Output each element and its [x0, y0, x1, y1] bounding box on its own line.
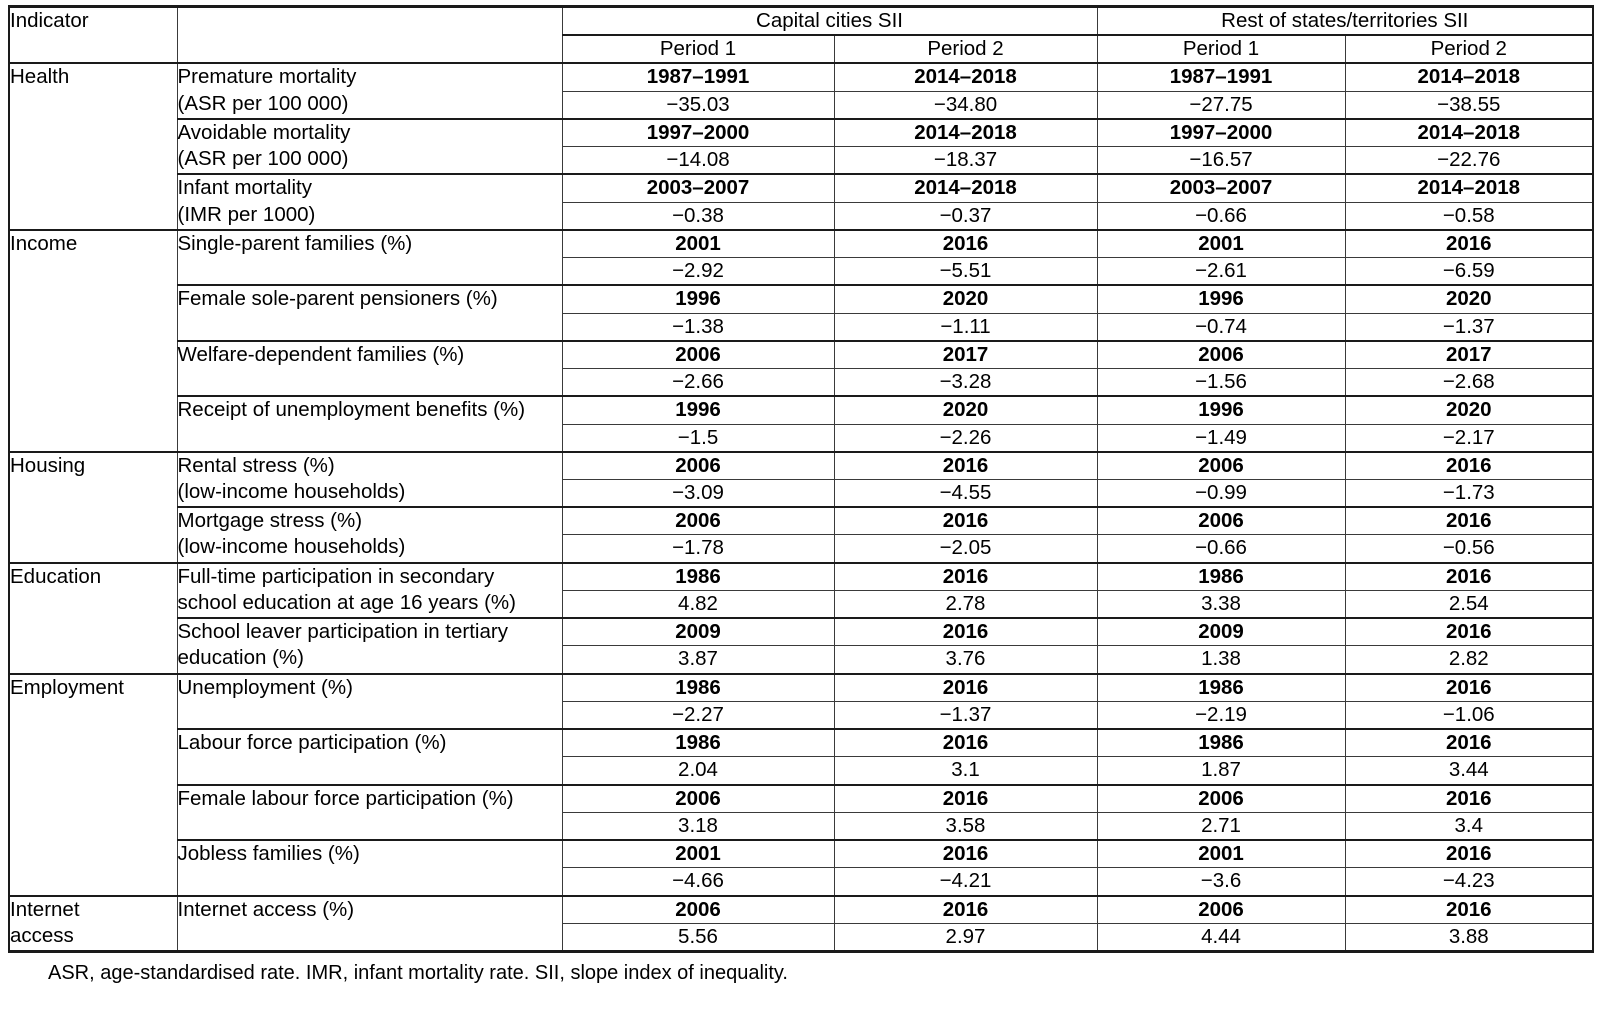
period-year-cell: 2006 — [1097, 507, 1345, 535]
category-cell: Housing — [9, 452, 177, 563]
indicator-name-cell — [177, 785, 562, 840]
category-cell: Income — [9, 230, 177, 452]
period-year-cell: 2001 — [1097, 230, 1345, 258]
period-year-cell: 2016 — [834, 674, 1097, 702]
table-row — [9, 785, 1593, 813]
sii-value-cell: −0.58 — [1345, 202, 1593, 230]
table-row — [9, 174, 1593, 202]
table-row — [9, 119, 1593, 147]
period-year-cell: 2016 — [1345, 674, 1593, 702]
indicator-name-cell — [177, 452, 562, 507]
indicator-name-cell — [177, 618, 562, 673]
sii-value-cell: 2.78 — [834, 590, 1097, 618]
category-label-line1: Internet — [10, 897, 80, 921]
indicator-name-line1: Female labour force participation (%) — [177, 786, 514, 810]
period-year-cell: 2014–2018 — [1345, 119, 1593, 147]
period-year-cell: 1997–2000 — [562, 119, 834, 147]
sii-value-cell: −2.05 — [834, 535, 1097, 563]
indicator-name-line1: Avoidable mortality — [177, 120, 351, 144]
sii-value-cell: 3.88 — [1345, 923, 1593, 951]
indicator-name-line2: (ASR per 100 000) — [177, 91, 349, 115]
sii-value-cell: 1.38 — [1097, 646, 1345, 674]
indicator-name-line1: Internet access (%) — [177, 897, 355, 921]
period-year-cell: 2006 — [1097, 896, 1345, 924]
sii-value-cell: −3.28 — [834, 369, 1097, 397]
period-year-cell: 2006 — [562, 785, 834, 813]
sii-value-cell: −18.37 — [834, 147, 1097, 175]
sii-value-cell: −2.19 — [1097, 701, 1345, 729]
period-year-cell: 1986 — [1097, 729, 1345, 757]
sii-value-cell: −0.56 — [1345, 535, 1593, 563]
period-year-cell: 2020 — [834, 396, 1097, 424]
period-year-cell: 1996 — [562, 285, 834, 313]
sii-value-cell: −1.56 — [1097, 369, 1345, 397]
period-year-cell: 2017 — [834, 341, 1097, 369]
header-group-rest-of-states: Rest of states/territories SII — [1097, 7, 1593, 36]
category-label-line2: access — [10, 923, 74, 947]
sii-value-cell: 3.4 — [1345, 812, 1593, 840]
table-row — [9, 285, 1593, 313]
table-head — [9, 7, 1593, 64]
period-year-cell: 2020 — [834, 285, 1097, 313]
header-indicator: Indicator — [9, 7, 177, 64]
period-year-cell: 2006 — [1097, 452, 1345, 480]
period-year-cell: 2016 — [1345, 618, 1593, 646]
sii-value-cell: −14.08 — [562, 147, 834, 175]
sii-value-cell: −1.73 — [1345, 479, 1593, 507]
header-indicator-name-blank — [177, 7, 562, 64]
sii-value-cell: 2.82 — [1345, 646, 1593, 674]
indicator-name-line1: Premature mortality — [177, 65, 357, 89]
header-period-rest-2: Period 2 — [1345, 35, 1593, 63]
indicator-name-line1: Receipt of unemployment benefits (%) — [177, 398, 526, 422]
indicator-name-line1: Unemployment (%) — [177, 675, 353, 699]
sii-value-cell: 3.18 — [562, 812, 834, 840]
header-period-rest-1: Period 1 — [1097, 35, 1345, 63]
indicator-name-cell — [177, 674, 562, 729]
period-year-cell: 2016 — [1345, 563, 1593, 591]
indicator-name-cell — [177, 396, 562, 451]
period-year-cell: 1996 — [562, 396, 834, 424]
sii-value-cell: 1.87 — [1097, 757, 1345, 785]
sii-value-cell: −0.99 — [1097, 479, 1345, 507]
period-year-cell: 2020 — [1345, 285, 1593, 313]
indicator-name-line2: (low-income households) — [177, 535, 406, 559]
period-year-cell: 2016 — [1345, 729, 1593, 757]
period-year-cell: 2006 — [562, 896, 834, 924]
indicator-name-cell — [177, 729, 562, 784]
sii-value-cell: −0.66 — [1097, 202, 1345, 230]
table-row — [9, 63, 1593, 91]
period-year-cell: 2017 — [1345, 341, 1593, 369]
period-year-cell: 2009 — [1097, 618, 1345, 646]
sii-value-cell: −1.06 — [1345, 701, 1593, 729]
table-row — [9, 729, 1593, 757]
indicator-name-line1: School leaver participation in tertiary — [177, 620, 508, 644]
indicator-name-cell — [177, 285, 562, 340]
period-year-cell: 1986 — [562, 674, 834, 702]
sii-value-cell: 3.44 — [1345, 757, 1593, 785]
period-year-cell: 2003–2007 — [1097, 174, 1345, 202]
sii-value-cell: −2.61 — [1097, 258, 1345, 286]
period-year-cell: 2016 — [1345, 452, 1593, 480]
period-year-cell: 1986 — [1097, 674, 1345, 702]
period-year-cell: 2016 — [834, 785, 1097, 813]
sii-value-cell: −4.23 — [1345, 868, 1593, 896]
sii-value-cell: 2.54 — [1345, 590, 1593, 618]
sii-value-cell: −0.66 — [1097, 535, 1345, 563]
period-year-cell: 2016 — [834, 507, 1097, 535]
sii-value-cell: 2.71 — [1097, 812, 1345, 840]
header-row-groups — [9, 7, 1593, 36]
sii-value-cell: −35.03 — [562, 91, 834, 119]
indicator-name-line2: (IMR per 1000) — [177, 202, 316, 226]
indicator-name-cell — [177, 840, 562, 895]
sii-value-cell: −0.37 — [834, 202, 1097, 230]
sii-value-cell: −3.09 — [562, 479, 834, 507]
period-year-cell: 1986 — [562, 729, 834, 757]
period-year-cell: 1997–2000 — [1097, 119, 1345, 147]
table-row — [9, 896, 1593, 924]
indicator-name-line1: Jobless families (%) — [177, 842, 360, 866]
table-row — [9, 507, 1593, 535]
sii-value-cell: −2.17 — [1345, 424, 1593, 452]
sii-value-cell: −1.49 — [1097, 424, 1345, 452]
period-year-cell: 1987–1991 — [562, 63, 834, 91]
sii-value-cell: −4.21 — [834, 868, 1097, 896]
indicator-name-line1: Rental stress (%) — [177, 453, 335, 477]
period-year-cell: 2006 — [562, 341, 834, 369]
period-year-cell: 2014–2018 — [834, 63, 1097, 91]
period-year-cell: 2016 — [834, 840, 1097, 868]
sii-value-cell: −1.78 — [562, 535, 834, 563]
header-period-capital-2: Period 2 — [834, 35, 1097, 63]
sii-value-cell: −27.75 — [1097, 91, 1345, 119]
sii-value-cell: −5.51 — [834, 258, 1097, 286]
table-row — [9, 563, 1593, 591]
sii-value-cell: −38.55 — [1345, 91, 1593, 119]
sii-value-cell: −1.11 — [834, 313, 1097, 341]
period-year-cell: 2020 — [1345, 396, 1593, 424]
sii-value-cell: 3.1 — [834, 757, 1097, 785]
period-year-cell: 2016 — [1345, 230, 1593, 258]
indicator-name-cell — [177, 341, 562, 396]
sii-value-cell: −4.55 — [834, 479, 1097, 507]
sii-value-cell: −1.37 — [1345, 313, 1593, 341]
indicator-name-cell — [177, 896, 562, 952]
table-row — [9, 674, 1593, 702]
table-row — [9, 840, 1593, 868]
sii-value-cell: −16.57 — [1097, 147, 1345, 175]
indicator-name-line2: (ASR per 100 000) — [177, 147, 349, 171]
period-year-cell: 2016 — [1345, 785, 1593, 813]
indicator-name-line2: (low-income households) — [177, 479, 406, 503]
sii-value-cell: −0.74 — [1097, 313, 1345, 341]
sii-value-cell: 2.04 — [562, 757, 834, 785]
header-group-capital-cities: Capital cities SII — [562, 7, 1097, 36]
sii-value-cell: −22.76 — [1345, 147, 1593, 175]
indicator-name-line1: Full-time participation in secondary — [177, 564, 495, 588]
sii-value-cell: 3.76 — [834, 646, 1097, 674]
sii-value-cell: −2.27 — [562, 701, 834, 729]
period-year-cell: 1996 — [1097, 285, 1345, 313]
period-year-cell: 2014–2018 — [1345, 174, 1593, 202]
sii-value-cell: −1.5 — [562, 424, 834, 452]
period-year-cell: 2016 — [834, 452, 1097, 480]
indicator-name-cell — [177, 174, 562, 229]
period-year-cell: 2016 — [834, 896, 1097, 924]
indicator-name-line1: Welfare-dependent families (%) — [177, 342, 465, 366]
sii-value-cell: −2.66 — [562, 369, 834, 397]
indicator-name-line1: Female sole-parent pensioners (%) — [177, 287, 498, 311]
period-year-cell: 2006 — [1097, 785, 1345, 813]
category-cell: Education — [9, 563, 177, 674]
period-year-cell: 2016 — [1345, 840, 1593, 868]
period-year-cell: 2016 — [834, 230, 1097, 258]
sii-value-cell: −6.59 — [1345, 258, 1593, 286]
indicator-name-cell — [177, 119, 562, 174]
sii-value-cell: 3.87 — [562, 646, 834, 674]
table-row — [9, 452, 1593, 480]
indicator-name-line2: education (%) — [177, 646, 304, 670]
indicator-name-cell — [177, 507, 562, 562]
period-year-cell: 1986 — [1097, 563, 1345, 591]
period-year-cell: 2001 — [562, 840, 834, 868]
period-year-cell: 2014–2018 — [834, 119, 1097, 147]
table-row — [9, 341, 1593, 369]
indicator-name-line1: Mortgage stress (%) — [177, 509, 363, 533]
period-year-cell: 2006 — [1097, 341, 1345, 369]
sii-value-cell: −2.92 — [562, 258, 834, 286]
indicator-name-line1: Labour force participation (%) — [177, 731, 447, 755]
sii-value-cell: −2.26 — [834, 424, 1097, 452]
sii-value-cell: 4.82 — [562, 590, 834, 618]
sii-value-cell: 3.58 — [834, 812, 1097, 840]
table-footnote: ASR, age-standardised rate. IMR, infant mortality rate. SII, slope index of inequality. — [48, 961, 788, 984]
category-cell: Health — [9, 63, 177, 229]
period-year-cell: 2003–2007 — [562, 174, 834, 202]
indicator-name-cell — [177, 230, 562, 285]
sii-value-cell: −1.37 — [834, 701, 1097, 729]
period-year-cell: 2006 — [562, 507, 834, 535]
sii-value-cell: 4.44 — [1097, 923, 1345, 951]
category-cell — [9, 896, 177, 952]
table-row — [9, 230, 1593, 258]
period-year-cell: 2014–2018 — [1345, 63, 1593, 91]
indicator-name-cell — [177, 563, 562, 618]
sii-value-cell: −2.68 — [1345, 369, 1593, 397]
period-year-cell: 2016 — [834, 618, 1097, 646]
sii-value-cell: −34.80 — [834, 91, 1097, 119]
indicator-name-cell — [177, 63, 562, 118]
sii-value-cell: −0.38 — [562, 202, 834, 230]
period-year-cell: 1996 — [1097, 396, 1345, 424]
period-year-cell: 2016 — [834, 729, 1097, 757]
period-year-cell: 2001 — [562, 230, 834, 258]
sii-value-cell: −3.6 — [1097, 868, 1345, 896]
sii-value-cell: 5.56 — [562, 923, 834, 951]
sii-value-cell: −1.38 — [562, 313, 834, 341]
indicator-name-line2: school education at age 16 years (%) — [177, 590, 516, 614]
period-year-cell: 2016 — [834, 563, 1097, 591]
sii-comparison-table — [8, 5, 1594, 953]
table-body — [9, 63, 1593, 951]
period-year-cell: 2006 — [562, 452, 834, 480]
period-year-cell: 1987–1991 — [1097, 63, 1345, 91]
period-year-cell: 2009 — [562, 618, 834, 646]
header-period-capital-1: Period 1 — [562, 35, 834, 63]
category-cell: Employment — [9, 674, 177, 896]
period-year-cell: 2016 — [1345, 896, 1593, 924]
table-row — [9, 396, 1593, 424]
period-year-cell: 2016 — [1345, 507, 1593, 535]
period-year-cell: 2014–2018 — [834, 174, 1097, 202]
indicator-name-line1: Infant mortality — [177, 176, 312, 200]
sii-value-cell: −4.66 — [562, 868, 834, 896]
indicator-name-line1: Single-parent families (%) — [177, 231, 413, 255]
period-year-cell: 2001 — [1097, 840, 1345, 868]
sii-value-cell: 2.97 — [834, 923, 1097, 951]
table-row — [9, 618, 1593, 646]
period-year-cell: 1986 — [562, 563, 834, 591]
sii-value-cell: 3.38 — [1097, 590, 1345, 618]
